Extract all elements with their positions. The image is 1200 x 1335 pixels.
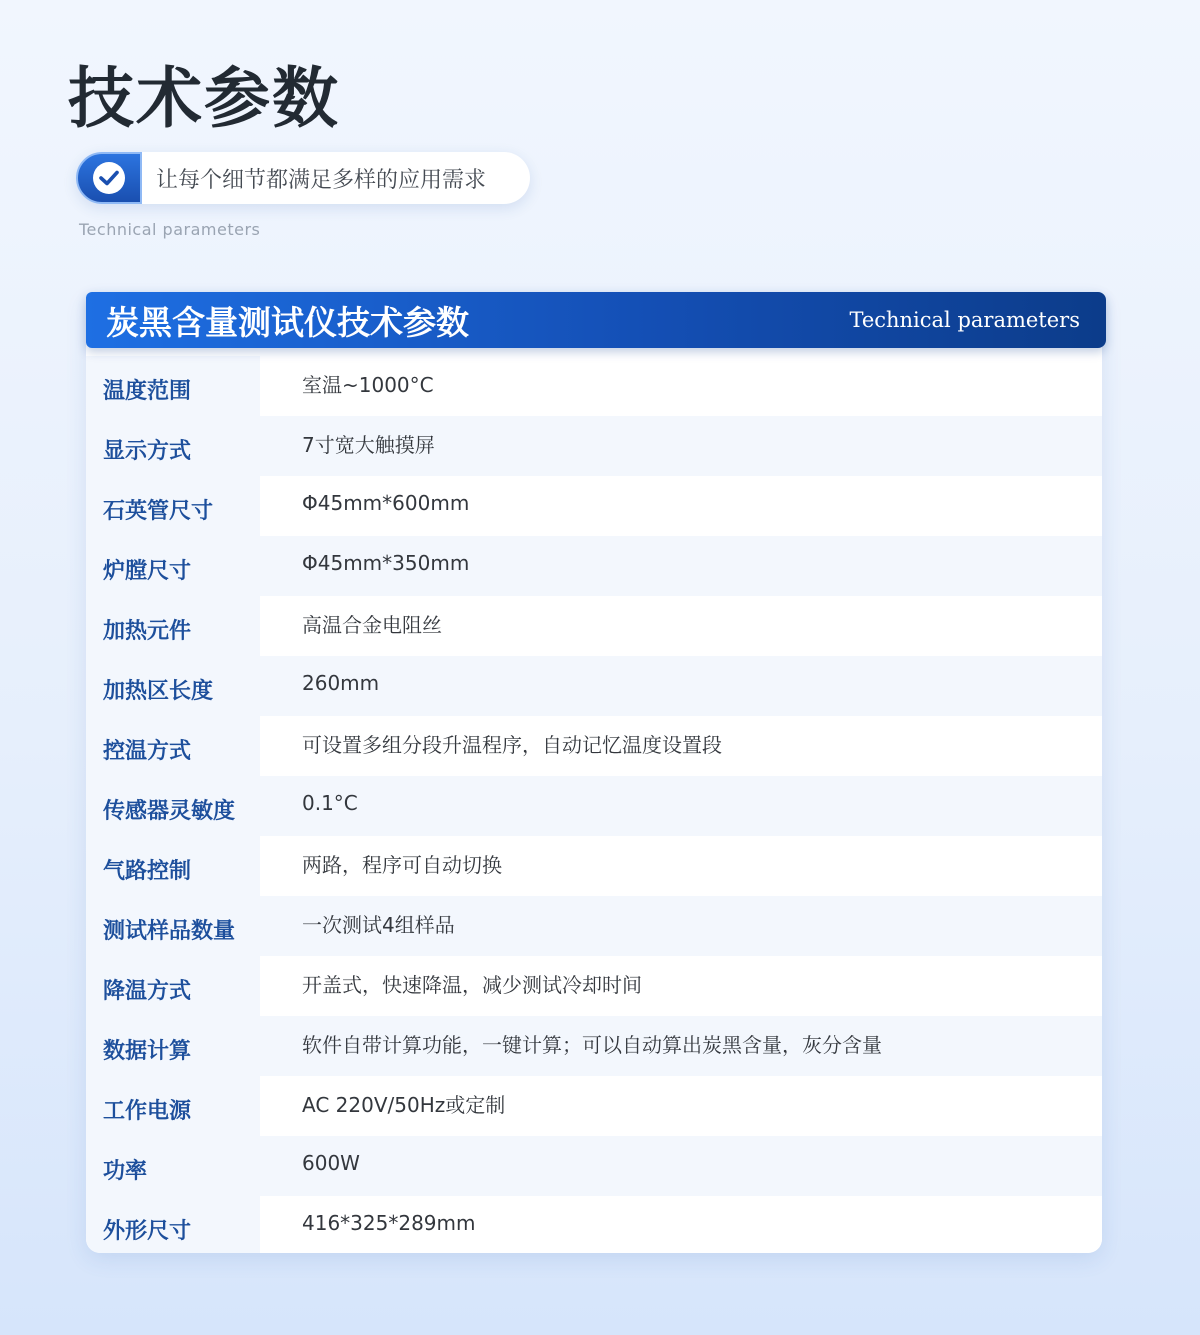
table-row: [86, 776, 1102, 836]
row-value: Φ45mm*600mm: [260, 476, 1102, 536]
row-label: 气路控制: [86, 836, 260, 896]
row-label: 控温方式: [86, 716, 260, 776]
row-value: 室温~1000°C: [260, 356, 1102, 416]
table-row: [86, 656, 1102, 716]
row-value: 两路，程序可自动切换: [260, 836, 1102, 896]
row-value: AC 220V/50Hz或定制: [260, 1076, 1102, 1136]
row-value: 260mm: [260, 656, 1102, 716]
row-value: 开盖式，快速降温，减少测试冷却时间: [260, 956, 1102, 1016]
parameters-table: [86, 296, 1102, 1253]
check-badge: [76, 152, 142, 204]
row-label: 降温方式: [86, 956, 260, 1016]
row-label: 测试样品数量: [86, 896, 260, 956]
row-value: 一次测试4组样品: [260, 896, 1102, 956]
table-row: [86, 1136, 1102, 1196]
row-label: 数据计算: [86, 1016, 260, 1076]
row-value: 高温合金电阻丝: [260, 596, 1102, 656]
check-icon: [93, 162, 125, 194]
row-value: 7寸宽大触摸屏: [260, 416, 1102, 476]
row-label: 传感器灵敏度: [86, 776, 260, 836]
table-row: [86, 416, 1102, 476]
tagline-pill: [76, 152, 530, 204]
table-row: [86, 596, 1102, 656]
row-value: Φ45mm*350mm: [260, 536, 1102, 596]
row-label: 外形尺寸: [86, 1196, 260, 1253]
row-label: 工作电源: [86, 1076, 260, 1136]
table-row: [86, 536, 1102, 596]
row-label: 功率: [86, 1136, 260, 1196]
row-label: 加热元件: [86, 596, 260, 656]
table-title-english: Technical parameters: [849, 308, 1080, 332]
table-row: [86, 1196, 1102, 1253]
table-row: [86, 1076, 1102, 1136]
row-label: 加热区长度: [86, 656, 260, 716]
row-value: 软件自带计算功能，一键计算；可以自动算出炭黑含量，灰分含量: [260, 1016, 1102, 1076]
tagline-text: 让每个细节都满足多样的应用需求: [156, 167, 487, 193]
table-row: [86, 476, 1102, 536]
table-title: 炭黑含量测试仪技术参数: [106, 302, 469, 342]
row-label: 温度范围: [86, 356, 260, 416]
subtitle-english: Technical parameters: [79, 220, 261, 239]
row-label: 显示方式: [86, 416, 260, 476]
table-row: [86, 836, 1102, 896]
row-value: 416*325*289mm: [260, 1196, 1102, 1253]
row-value: 0.1°C: [260, 776, 1102, 836]
row-value: 600W: [260, 1136, 1102, 1196]
table-header: [86, 292, 1106, 348]
row-value: 可设置多组分段升温程序，自动记忆温度设置段: [260, 716, 1102, 776]
table-row: [86, 716, 1102, 776]
row-label: 炉膛尺寸: [86, 536, 260, 596]
page-title: 技术参数: [68, 59, 340, 137]
parameters-rows: [86, 356, 1102, 1253]
table-row: [86, 956, 1102, 1016]
table-row: [86, 356, 1102, 416]
row-label: 石英管尺寸: [86, 476, 260, 536]
table-row: [86, 896, 1102, 956]
table-row: [86, 1016, 1102, 1076]
